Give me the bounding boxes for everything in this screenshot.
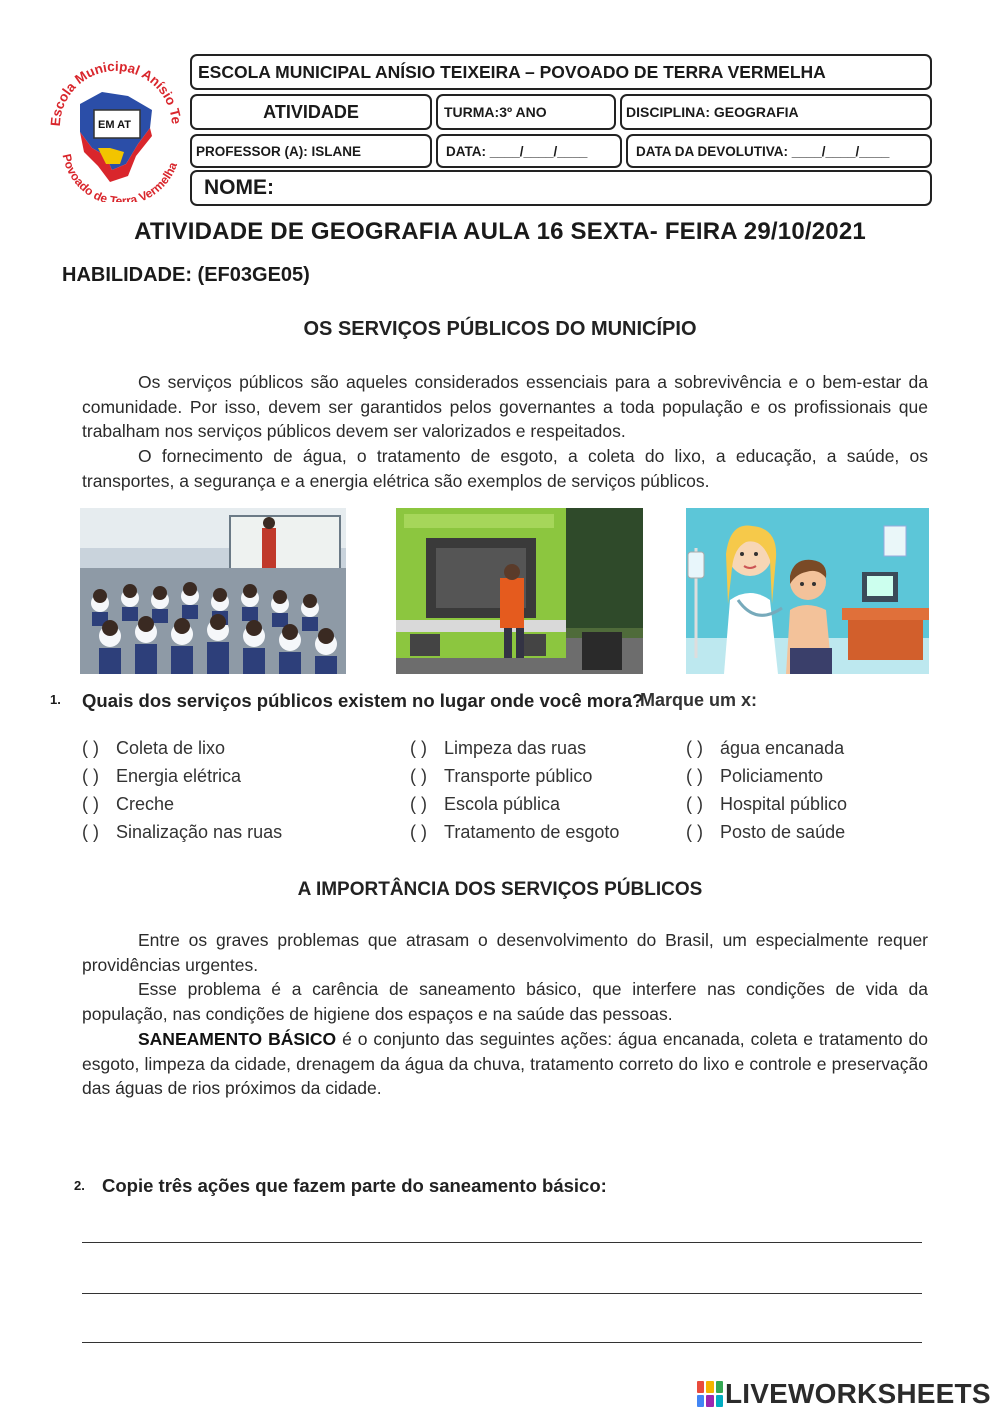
- option-label: Posto de saúde: [720, 822, 846, 842]
- option-label: Sinalização nas ruas: [116, 822, 283, 842]
- question-2-text: Copie três ações que fazem parte do saneamento básico:: [102, 1175, 607, 1196]
- option-agua-encanada[interactable]: [686, 738, 942, 760]
- paragraph-1: [82, 370, 928, 444]
- option-coleta-de-lixo[interactable]: [82, 738, 410, 760]
- logo-center-text: EM AT: [98, 119, 131, 131]
- option-label: Coleta de lixo: [116, 738, 226, 758]
- logo-ring-text-bottom: Povoado de Terra Vermelha: [59, 152, 181, 202]
- question-1-instruction: Marque um x:: [640, 690, 758, 710]
- option-label: Escola pública: [444, 794, 561, 814]
- option-energia-eletrica[interactable]: [82, 766, 410, 788]
- skill-code: HABILIDADE: (EF03GE05): [62, 264, 310, 286]
- garbage-truck-photo: [396, 508, 643, 674]
- option-checkbox[interactable]: ( ): [686, 766, 703, 786]
- paragraph-5-text: é o conjunto das seguintes ações: água encanada, coleta e tratamento do esgoto, limpeza da cidade, drenagem da água da chuva, tratamento correto do lixo e controle e preservação das águas de rios próximos da cidade.: [82, 1029, 928, 1098]
- doctor-illustration-icon: [686, 508, 929, 674]
- garbage-truck-photo-icon: [396, 508, 643, 674]
- logo-ring-text-top: Escola Municipal Anísio Te: [47, 58, 185, 127]
- question-1-options: [82, 738, 942, 844]
- classroom-photo: [80, 508, 346, 674]
- option-checkbox[interactable]: ( ): [410, 766, 427, 786]
- option-checkbox[interactable]: ( ): [410, 738, 427, 758]
- option-label: Energia elétrica: [116, 766, 242, 786]
- logo-square: [697, 1381, 704, 1393]
- liveworksheets-watermark[interactable]: [697, 1378, 991, 1410]
- option-checkbox[interactable]: ( ): [686, 794, 703, 814]
- option-label: Transporte público: [444, 766, 593, 786]
- option-checkbox[interactable]: ( ): [82, 794, 99, 814]
- liveworksheets-logo-icon: [697, 1381, 723, 1407]
- paragraph-5: [82, 1027, 928, 1101]
- question-2-number: 2.: [74, 1178, 85, 1193]
- logo-square: [716, 1381, 723, 1393]
- logo-square: [706, 1381, 713, 1393]
- option-checkbox[interactable]: ( ): [410, 822, 427, 842]
- option-checkbox[interactable]: ( ): [686, 822, 703, 842]
- paragraph-3: [82, 928, 928, 977]
- option-checkbox[interactable]: ( ): [82, 766, 99, 786]
- name-field[interactable]: NOME:: [190, 170, 932, 206]
- saneamento-term: SANEAMENTO BÁSICO: [138, 1029, 337, 1049]
- option-transporte-publico[interactable]: [410, 766, 686, 788]
- school-name-box: ESCOLA MUNICIPAL ANÍSIO TEIXEIRA – POVOADO DE TERRA VERMELHA: [190, 54, 932, 90]
- logo-emblem-icon: [40, 52, 190, 202]
- section-title-importance: A IMPORTÂNCIA DOS SERVIÇOS PÚBLICOS: [297, 879, 703, 900]
- turma-box: TURMA:3º ANO: [436, 94, 616, 130]
- option-checkbox[interactable]: ( ): [410, 794, 427, 814]
- logo-square: [706, 1395, 713, 1407]
- option-hospital-publico[interactable]: [686, 794, 942, 816]
- paragraph-2: [82, 444, 928, 493]
- paragraph-2-text: O fornecimento de água, o tratamento de esgoto, a coleta do lixo, a educação, a saúde, os transportes, a segurança e a energia elétrica são exemplos de serviços públicos.: [82, 446, 928, 491]
- disciplina-box: DISCIPLINA: GEOGRAFIA: [620, 94, 932, 130]
- date-field[interactable]: DATA: ____/____/____: [436, 134, 622, 168]
- return-date-field[interactable]: DATA DA DEVOLUTIVA: ____/____/____: [626, 134, 932, 168]
- option-label: Policiamento: [720, 766, 824, 786]
- classroom-photo-icon: [80, 508, 346, 674]
- option-sinalizacao-nas-ruas[interactable]: [82, 822, 410, 844]
- answer-line[interactable]: [82, 1242, 922, 1243]
- option-policiamento[interactable]: [686, 766, 942, 788]
- section-title-public-services: OS SERVIÇOS PÚBLICOS DO MUNICÍPIO: [303, 318, 697, 340]
- option-tratamento-de-esgoto[interactable]: [410, 822, 686, 844]
- professor-box: PROFESSOR (A): ISLANE: [190, 134, 432, 168]
- logo-square: [697, 1395, 704, 1407]
- paragraph-4-text: Esse problema é a carência de saneamento básico, que interfere nas condições de vida da população, nas condições de higiene dos espaços e na saúde das pessoas.: [82, 979, 928, 1024]
- option-label: Hospital público: [720, 794, 848, 814]
- option-checkbox[interactable]: ( ): [82, 822, 99, 842]
- school-logo: [40, 52, 190, 202]
- page-title: ATIVIDADE DE GEOGRAFIA AULA 16 SEXTA- FEIRA 29/10/2021: [134, 218, 866, 245]
- option-creche[interactable]: [82, 794, 410, 816]
- doctor-illustration: [686, 508, 929, 674]
- question-1-number: 1.: [50, 692, 61, 707]
- option-label: Creche: [116, 794, 175, 814]
- watermark-text: LIVEWORKSHEETS: [725, 1378, 991, 1409]
- option-posto-de-saude[interactable]: [686, 822, 942, 844]
- paragraph-4: [82, 977, 928, 1026]
- option-checkbox[interactable]: ( ): [686, 738, 703, 758]
- option-label: Limpeza das ruas: [444, 738, 587, 758]
- answer-line[interactable]: [82, 1293, 922, 1294]
- atividade-box: ATIVIDADE: [190, 94, 432, 130]
- option-checkbox[interactable]: ( ): [82, 738, 99, 758]
- option-label: água encanada: [720, 738, 845, 758]
- logo-square: [716, 1395, 723, 1407]
- option-escola-publica[interactable]: [410, 794, 686, 816]
- paragraph-1-text: Os serviços públicos são aqueles considerados essenciais para a sobrevivência e o bem-estar da comunidade. Por isso, devem ser garantidos pelos governantes a toda população e os profissionais que trabalham nos serviços públicos devem ser valorizados e respeitados.: [82, 372, 928, 441]
- option-label: Tratamento de esgoto: [444, 822, 620, 842]
- option-limpeza-das-ruas[interactable]: [410, 738, 686, 760]
- question-1-text: Quais dos serviços públicos existem no lugar onde você mora?: [82, 690, 644, 711]
- paragraph-3-text: Entre os graves problemas que atrasam o desenvolvimento do Brasil, um especialmente requer providências urgentes.: [82, 930, 928, 975]
- answer-line[interactable]: [82, 1342, 922, 1343]
